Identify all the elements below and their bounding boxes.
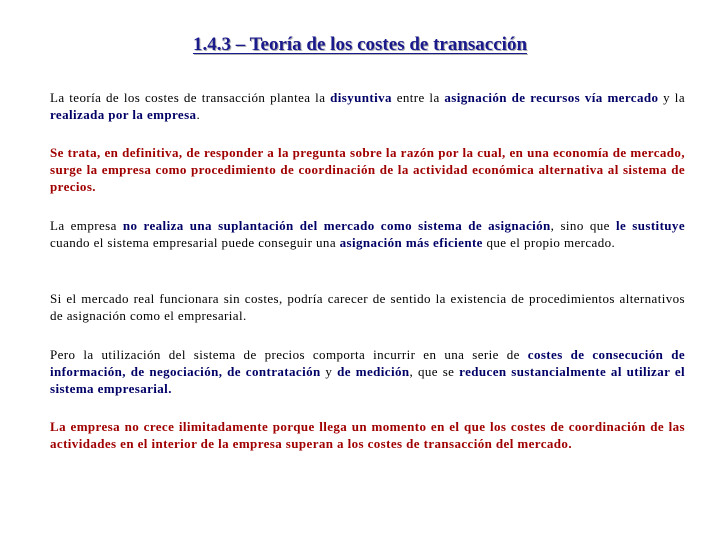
p3-text-1: La empresa <box>50 218 123 233</box>
paragraph-costes <box>50 346 685 397</box>
p5-text-2: y <box>320 364 338 379</box>
p1-text-4: . <box>196 107 201 122</box>
paragraph-suplantacion <box>50 217 685 251</box>
p5-bold-medicion: de medición <box>337 364 410 379</box>
p5-bold-costes: costes de consecución de información, de negociación, de contratación <box>50 347 685 379</box>
p3-text-4: que el propio mercado. <box>482 235 616 250</box>
p1-text-3: y la <box>658 90 685 105</box>
p3-bold-eficiente: asignación más eficiente <box>339 235 483 250</box>
paragraph-pregunta: Se trata, en definitiva, de responder a la pregunta sobre la razón por la cual, en una economía de mercado, surge la empresa como procedimiento de coordinación de la actividad económica alternativa al sistema de precios. <box>50 145 685 194</box>
p1-bold-mercado: asignación de recursos vía mercado <box>444 90 659 105</box>
p1-bold-disyuntiva: disyuntiva <box>330 90 392 105</box>
p1-text-1: La teoría de los costes de transacción plantea la <box>50 90 331 105</box>
p5-text-3: , que se <box>409 364 460 379</box>
p1-bold-empresa: realizada por la empresa <box>50 107 197 122</box>
p3-bold-sustituye: le sustituye <box>615 218 685 233</box>
p1-text-2: entre la <box>391 90 445 105</box>
paragraph-disyuntiva <box>50 89 685 123</box>
p5-bold-reducen: reducen sustancialmente al utilizar el sistema empresarial. <box>50 364 686 396</box>
p5-text-1: Pero la utilización del sistema de precios comporta incurrir en una serie de <box>50 347 528 362</box>
p3-text-2: , sino que <box>550 218 616 233</box>
paragraph-mercado-real: Si el mercado real funcionara sin costes, podría carecer de sentido la existencia de procedimientos alternativos de asignación como el empresarial. <box>50 291 685 323</box>
page-title: 1.4.3 – Teoría de los costes de transacción <box>192 34 528 55</box>
paragraph-conclusion: La empresa no crece ilimitadamente porque llega un momento en el que los costes de coordinación de las actividades en el interior de la empresa superan a los costes de transacción del mercado. <box>50 419 685 451</box>
p3-text-3: cuando el sistema empresarial puede conseguir una <box>50 235 340 250</box>
p3-bold-suplantacion: no realiza una suplantación del mercado como sistema de asignación <box>122 218 551 233</box>
